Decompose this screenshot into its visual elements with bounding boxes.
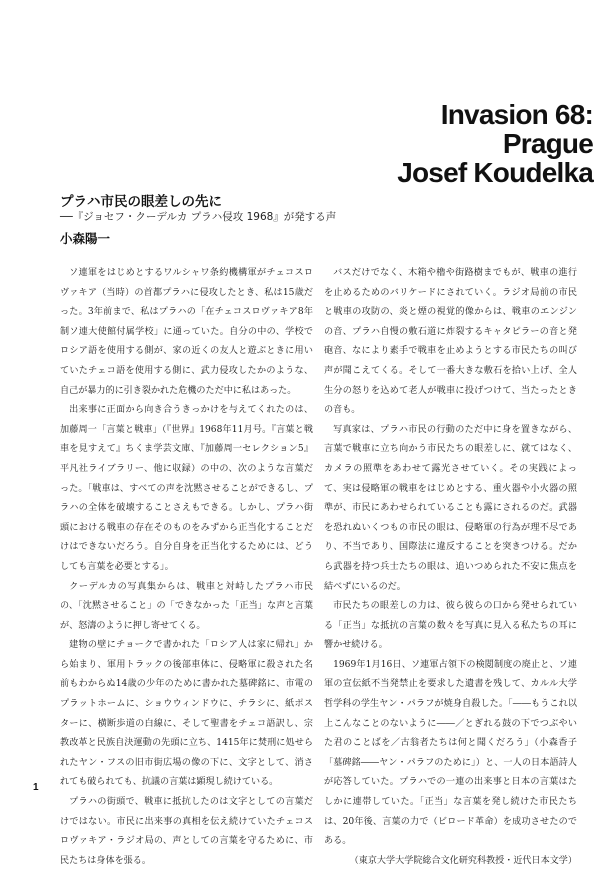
paragraph: 写真家は、プラハ市民の行動のただ中に身を置きながら、言葉で戦車に立ち向かう市民たちの眼差しに、就てはなく、カメラの照準をあわせて露光させていく。その実践によって、実は侵略軍の戦車をはじめとする、重火器や小火器の照準が、市民にあわせられていることも露にされるのだ。武器を恐れぬいくつもの市民の眼は、侵略軍の行為が理不尽であり、不当であり、国際法に違反することを突きつける。だから武器を持つ兵士たちの眼は、追いつめられた不安に焦点を結べずにいるのだ。 <box>324 424 577 592</box>
paragraph: バスだけでなく、木箱や櫓や街路樹までもが、戦車の進行を止めるためのバリケードにされていく。ラジオ局前の市民と戦車の攻防の、炎と煙の視覚的像からは、戦車のエンジンの音、プラハ自慢の敷石道に炸裂するキャタピラーの音と発砲音、なにより素手で戦車を止めようとする市民たちの叫び声が聞こえてくる。そして一番大きな敷石を拾い上げ、全人生分の怒りを込めて老人が戦車に投げつけて、当たったときの音も。 <box>324 268 577 416</box>
english-title <box>397 100 593 187</box>
paragraph: プラハの街頭で、戦車に抵抗したのは文字としての言葉だけではない。市民に出来事の真相を伝え続けていたチェコスロヴァキア・ラジオ局の、声としての言葉を守るために、市民たちは身体を張る。 <box>60 797 313 866</box>
article-author: 小森陽一 <box>60 231 111 246</box>
paragraph: ソ連軍をはじめとするワルシャワ条約機構軍がチェコスロヴァキア（当時）の首都プラハに侵攻したとき、私は15歳だった。3年前まで、私はプラハの「在チェコスロヴァキア8年制ソ連大使館付属学校」に通っていた。自分の中の、学校でロシア語を使用する側が、家の近くの友人と遊ぶときに用いていたチェコ語を使用する側に、武力侵攻したかのような、自己が暴力的に引き裂かれた危機のただ中に私はあった。 <box>60 268 313 396</box>
page-number: 1 <box>33 782 39 793</box>
body-column-right <box>324 264 577 871</box>
paragraph: クーデルカの写真集からは、戦車と対峙したプラハ市民の、「沈黙させること」の「できなかった「正当」な声と言葉が、怒濤のように押し寄せてくる。 <box>60 581 313 631</box>
english-title-line-1: Invasion 68: <box>440 99 593 130</box>
article-subtitle: ──『ジョセフ・クーデルカ プラハ侵攻 1968』が発する声 <box>60 211 337 223</box>
paragraph: 建物の壁にチョークで書かれた「ロシア人は家に帰れ」から始まり、軍用トラックの後部車体に、侵略軍に殺された名前もわからぬ14歳の少年のために書かれた墓碑銘に、市電のプラットホームに、ショウウィンドウに、チラシに、紙ポスターに、横断歩道の白線に、そして聖書をチェコ語訳し、宗教改革と民族自決運動の先頭に立ち、1415年に焚刑に処せられたヤン・フスの旧市街広場の像の下に、文字として、消されても破られても、抗議の言葉は顕現し続けている。 <box>60 640 313 788</box>
paragraph: 出来事に正面から向き合うきっかけを与えてくれたのは、加藤周一「言葉と戦車」（『世界』1968年11月号。『言葉と戦車を見すえて』ちくま学芸文庫、『加藤周一セレクション5』平凡社ライブラリー、他に収録）の中の、次のような言葉だった。「戦車は、すべての声を沈黙させることができるし、プラハの全体を破壊することさえもできる。しかし、プラハ街頭における戦車の存在そのものをみずから正当化することだけはできないだろう。自分自身を正当化するためには、どうしても言葉を必要とする」。 <box>60 405 313 572</box>
article-title: プラハ市民の眼差しの先に <box>60 194 222 210</box>
english-title-line-3: Josef Koudelka <box>397 157 593 188</box>
paragraph: 市民たちの眼差しの力は、彼ら彼らの口から発せられている「正当」な抵抗の言葉の数々を写真に見入る私たちの耳に響かせ続ける。 <box>324 601 577 651</box>
english-title-line-2: Prague <box>502 128 593 159</box>
body-column-left <box>60 264 313 871</box>
paragraph: 1969年1月16日、ソ連軍占領下の検閲制度の廃止と、ソ連軍の宣伝紙不当発禁止を要求した遺書を残して、カルル大学哲学科の学生ヤン・パラフが焼身自殺した。「――もうこれ以上こんなことのないように――／とぎれる鼓の下でつぶやいた君のことばを／古翁者たちは何と聞くだろう」（小森香子「墓碑銘――ヤン・パラフのために」）と、一人の日本語詩人が応答していた。プラハでの一連の出来事と日本の言葉はたしかに連帯していた。「正当」な言葉を発し続けた市民たちは、20年後、言葉の力で（ビロード革命）を成功させたのである。 <box>324 659 577 847</box>
author-credit: （東京大学大学院総合文化研究科教授・近代日本文学） <box>349 855 577 866</box>
